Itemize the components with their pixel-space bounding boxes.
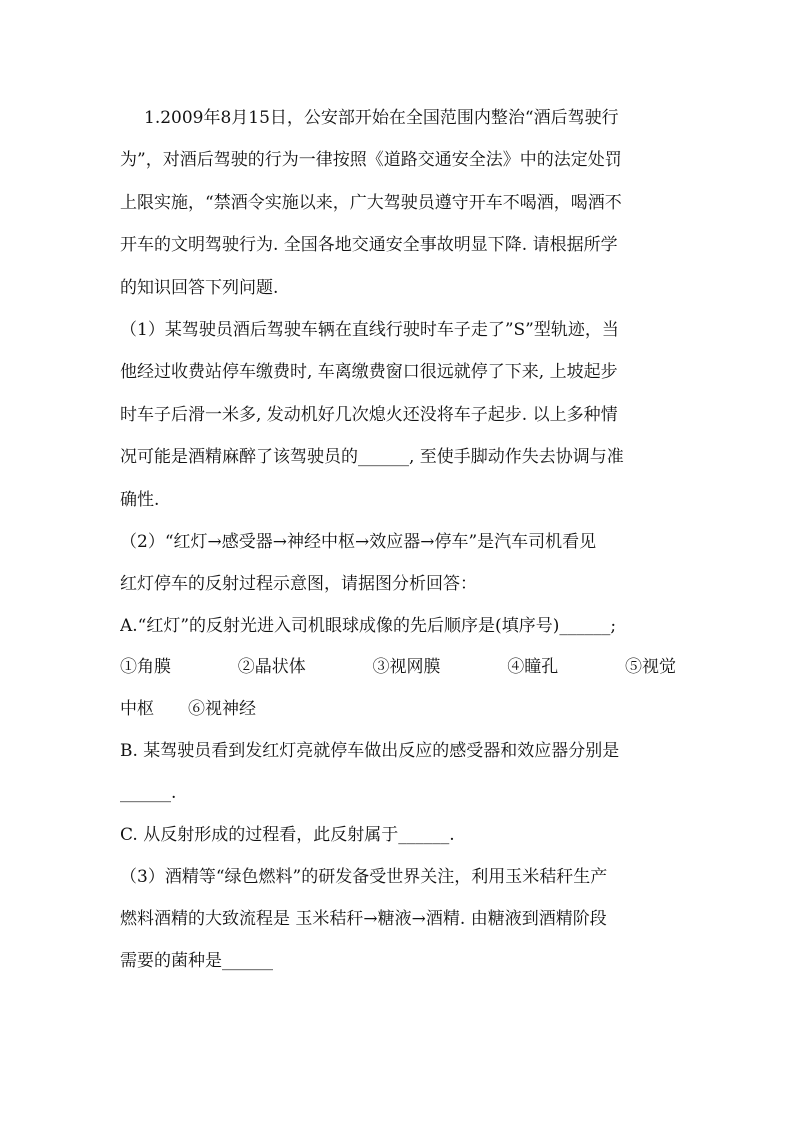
part1-line: 时车子后滑一米多, 发动机好几次熄火还没将车子起步. 以上多种情 — [120, 405, 618, 425]
option-lens: ②晶状体 — [237, 657, 306, 677]
part2-subquestion-b: ______. — [120, 783, 177, 803]
part2-subquestion-a: A.“红灯”的反射光进入司机眼球成像的先后顺序是(填序号)______; — [120, 616, 617, 636]
option-retina: ③视网膜 — [372, 657, 441, 677]
part3-line: （3）酒精等“绿色燃料”的研发备受世界关注，利用玉米秸秆生产 — [120, 867, 608, 887]
intro-line: 开车的文明驾驶行为. 全国各地交通安全事故明显下降. 请根据所学 — [120, 235, 618, 255]
part2-line: 红灯停车的反射过程示意图，请据图分析回答： — [120, 574, 477, 594]
intro-line: 为”，对酒后驾驶的行为一律按照《道路交通安全法》中的法定处罚 — [120, 150, 622, 170]
option-cornea: ①角膜 — [120, 657, 171, 677]
part2-subquestion-c: C. 从反射形成的过程看，此反射属于______. — [120, 825, 455, 845]
part1-line: （1）某驾驶员酒后驾驶车辆在直线行驶时车子走了”S”型轨迹，当 — [120, 320, 619, 340]
intro-line: 上限实施，“禁酒令实施以来，广大驾驶员遵守开车不喝酒，喝酒不 — [120, 193, 622, 213]
part3-line: 需要的菌种是______ — [120, 951, 273, 971]
intro-line: 1.2009年8月15日，公安部开始在全国范围内整治“酒后驾驶行 — [144, 108, 619, 128]
part1-line: 确性. — [120, 490, 160, 510]
part1-line: 况可能是酒精麻醉了该驾驶员的______, 至使手脚动作失去协调与准 — [120, 447, 624, 467]
option-visual-center: ⑤视觉 — [625, 657, 676, 677]
option-pupil: ④瞳孔 — [507, 657, 559, 677]
part2-subquestion-b: B. 某驾驶员看到发红灯亮就停车做出反应的感受器和效应器分别是 — [120, 741, 620, 761]
part1-line: 他经过收费站停车缴费时, 车离缴费窗口很远就停了下来, 上坡起步 — [120, 362, 618, 382]
part2-line: （2）“红灯→感受器→神经中枢→效应器→停车”是汽车司机看见 — [120, 532, 597, 552]
part3-line: 燃料酒精的大致流程是 玉米秸秆→糖液→酒精. 由糖液到酒精阶段 — [120, 909, 607, 929]
part2-a-options — [120, 655, 676, 679]
intro-line: 的知识回答下列问题. — [120, 278, 279, 298]
part2-a-options-continued: 中枢 ⑥视神经 — [120, 699, 256, 719]
